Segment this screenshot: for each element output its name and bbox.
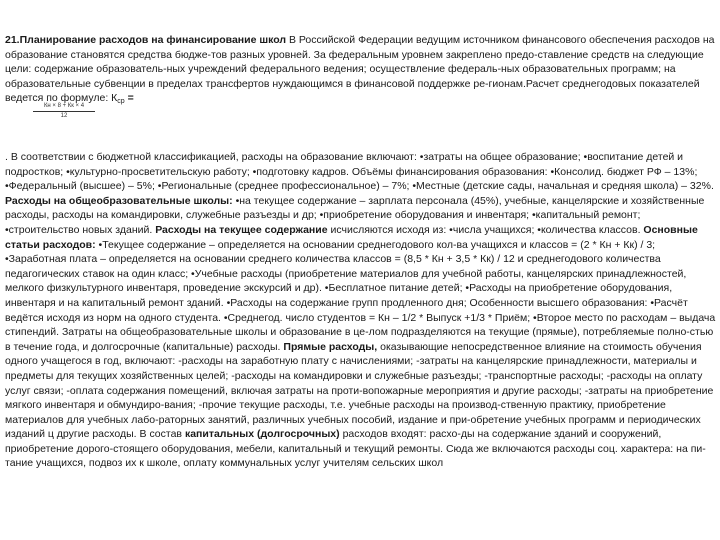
section-planning-intro [5,33,717,110]
budget-classification-text: . В соответствии с бюджетной классификацией, расходы на образование включают: •затраты на общее образование; •воспитание детей и подростков; •культурно-просветительскую работу; •подготовку кадров. Объёмы финансирования образования: •Консолид. бюджет РФ – 13%; •Федеральный (высшее) – 5%; •Региональные (среднее профессиональное) – 7%; •Местные (детские сады, начальная и средняя школа) – 32%. [5,151,714,193]
average-formula-image [33,103,95,120]
section-expenses-body [5,150,717,471]
formula-subscript: ср [117,98,125,106]
equals-sign: = [124,92,134,105]
direct-expenses-text: оказывающие непосредственное влияние на стоимость обучения одного учащегося в год, включают: -расходы на заработную плату с начислениями; -затраты на канцелярские принадлежности, материалы и предметы для текущих хозяйственных целей; -расходы на командировки и служебные разъезды; -транспортные расходы; -расходы на оплату услуг связи; -оплата содержания помещений, включая затраты на проти-вопожарные мероприятия и другие расходы; -затраты на приобретение мягкого инвентаря и обмундиро-вания; -прочие текущие расходы, т.е. учебные расходы на производ-ственную практику, приобретение материалов для учебных лабо-раторных занятий, различных учебных пособий, издание и при-обретение учебных программ и периодических изданий ц другие расходы. В состав [5,340,714,441]
section-heading: 21.Планирование расходов на финансирование школ [5,34,287,46]
formula-denominator: 12 [60,113,68,119]
direct-expenses-heading: Прямые расходы, [283,340,378,353]
main-items-text: •Текущее содержание – определяется на основании среднегодового кол-ва учащихся и классов = (2 * Кн + Кк) / 3; •Заработная плата – определяется на основании среднего количества классов = (8,5 * Кн + 3,5 * Кк) / 12 и среднегодового количества педагогических ставок на один класс; •Учебные расходы (приобретение материалов для учебной работы, канцелярских принадлежностей, мелкого физкультурного инвентаря, проведение экскурсий и др). •Бесплатное питание детей; •Расходы на приобретение оборудования, инвентаря и на капитальный ремонт зданий. •Расходы на содержание групп продленного дня; Особенности высшего образования: •Расчёт ведётся исходя из норм на одного студента. •Среднегод. число студентов = Кн – 1/2 * Выпуск +1/3 * Приём; •Второе место по расходам – выдача стипендий. Затраты на общеобразовательные школы и образование в це-лом подразделяются на текущие (прямые), потребляемые полно-стью в течение года, и долгосрочные (капитальные) расходы. [5,238,716,353]
main-items-heading: Основные статьи расходов: [5,223,698,251]
capital-expenses-heading: капитальных (долгосрочных) [184,428,340,441]
capital-expenses-text: расходов входят: расхо-ды на содержание зданий и сооружений, приобретение дорого-стоящего оборудования, мебели, капитальный и текущий ремонты. Сюда же включаются расходы соц. характера: на пи-тание учащихся, подвоз их к школе, оплату коммунальных услуг учителям сельских школ [5,428,706,470]
school-expenses-heading: Расходы на общеобразовательные школы: [5,194,233,207]
current-maintenance-text: исчисляются исходя из: •числа учащихся; •количества классов. [327,223,644,236]
school-expenses-text: •на текущее содержание – зарплата персонала (45%), учебные, канцелярские и хозяйственные расходы, расходы на командировки, служебные разъезды и др; •приобретение оборудования и инвентаря; •капитальный ремонт; •строительство новых зданий. [5,194,705,236]
intro-text: В Российской Федерации ведущим источником финансового обеспечения расходов на образование становятся средства бюдже-тов разных уровней. За федеральным уровнем закреплено предо-ставление средств на следующие цели: содержание образователь-ных учреждений федерального ведения; осуществление федераль-ных образовательных программ; на образовательные субвенции в пределах трансфертов нуждающимся в финансовой поддержке ре-гионам.Расчет среднегодовых показателей ведется по формуле: К [5,34,715,105]
current-maintenance-heading: Расходы на текущее содержание [155,223,328,236]
formula-numerator: Кн × 8 + Кк × 4 [33,103,95,112]
